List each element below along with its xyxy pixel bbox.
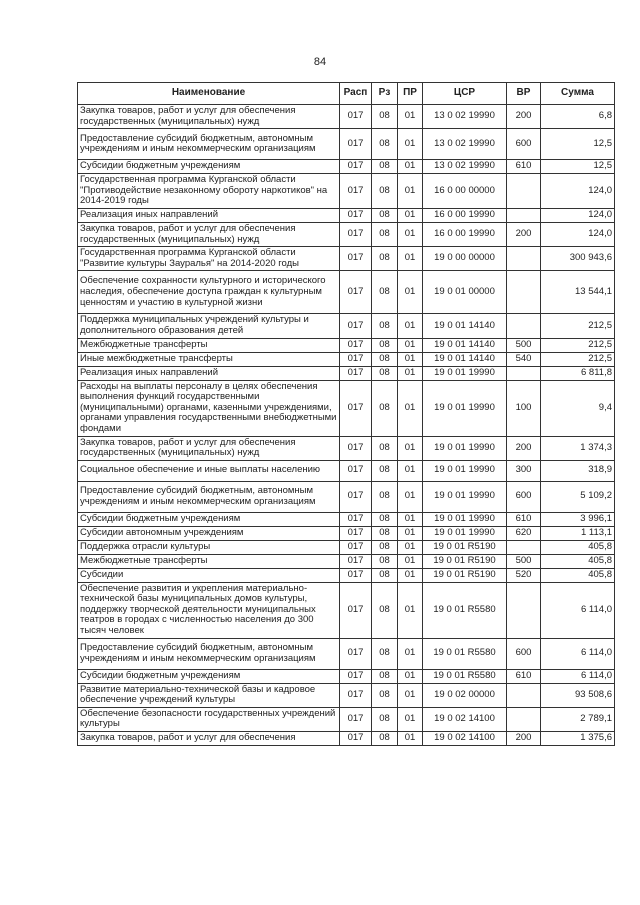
table-row xyxy=(78,460,615,481)
cell-pr: 01 xyxy=(398,460,423,481)
table-row xyxy=(78,160,615,174)
cell-pr: 01 xyxy=(398,512,423,526)
cell-name: Социальное обеспечение и иные выплаты населению xyxy=(78,460,340,481)
cell-sum: 405,8 xyxy=(541,568,615,582)
cell-csr: 19 0 01 R5190 xyxy=(423,540,507,554)
cell-name: Государственная программа Курганской области "Развитие культуры Зауралья" на 2014-2020 годы xyxy=(78,247,340,271)
cell-sum: 6,8 xyxy=(541,105,615,129)
cell-rz: 08 xyxy=(372,247,398,271)
cell-pr: 01 xyxy=(398,174,423,209)
cell-rz: 08 xyxy=(372,129,398,160)
table-row xyxy=(78,683,615,707)
cell-pr: 01 xyxy=(398,568,423,582)
table-row xyxy=(78,540,615,554)
cell-rz: 08 xyxy=(372,554,398,568)
cell-vr: 600 xyxy=(507,638,541,669)
table-row xyxy=(78,271,615,314)
cell-pr: 01 xyxy=(398,160,423,174)
table-row xyxy=(78,554,615,568)
cell-csr: 16 0 00 19990 xyxy=(423,208,507,222)
table-row xyxy=(78,669,615,683)
cell-sum: 6 114,0 xyxy=(541,638,615,669)
cell-name: Реализация иных направлений xyxy=(78,366,340,380)
cell-rz: 08 xyxy=(372,526,398,540)
cell-sum: 405,8 xyxy=(541,554,615,568)
cell-rasp: 017 xyxy=(340,568,372,582)
cell-rasp: 017 xyxy=(340,436,372,460)
cell-name: Обеспечение сохранности культурного и исторического наследия, обеспечение доступа граждан к культурным ценностям и участию в культурной жизни xyxy=(78,271,340,314)
cell-vr: 500 xyxy=(507,554,541,568)
table-row xyxy=(78,208,615,222)
cell-csr: 19 0 01 19990 xyxy=(423,366,507,380)
cell-vr xyxy=(507,582,541,638)
cell-csr: 19 0 01 14140 xyxy=(423,338,507,352)
cell-vr xyxy=(507,707,541,731)
cell-csr: 19 0 01 19990 xyxy=(423,436,507,460)
cell-name: Развитие материально-технической базы и кадровое обеспечение учреждений культуры xyxy=(78,683,340,707)
cell-name: Поддержка муниципальных учреждений культуры и дополнительного образования детей xyxy=(78,314,340,338)
cell-sum: 405,8 xyxy=(541,540,615,554)
cell-rz: 08 xyxy=(372,338,398,352)
cell-rz: 08 xyxy=(372,314,398,338)
cell-name: Расходы на выплаты персоналу в целях обеспечения выполнения функций государственными (муниципальными) органами, казенными учреждениями, органами управления государственными внебюджетными фондами xyxy=(78,380,340,436)
cell-rz: 08 xyxy=(372,460,398,481)
cell-rz: 08 xyxy=(372,638,398,669)
cell-csr: 19 0 01 R5190 xyxy=(423,554,507,568)
cell-sum: 1 374,3 xyxy=(541,436,615,460)
cell-rasp: 017 xyxy=(340,380,372,436)
cell-vr: 610 xyxy=(507,512,541,526)
cell-csr: 13 0 02 19990 xyxy=(423,160,507,174)
table-row xyxy=(78,338,615,352)
page-number: 84 xyxy=(313,56,327,68)
cell-rasp: 017 xyxy=(340,208,372,222)
column-header-sum: Сумма xyxy=(541,83,615,105)
table-row xyxy=(78,582,615,638)
cell-name: Обеспечение развития и укрепления материально-технической базы муниципальных домов культуры, поддержку творческой деятельности муниципальных театров в городах с численностью населения до 300 тысяч человек xyxy=(78,582,340,638)
cell-csr: 13 0 02 19990 xyxy=(423,105,507,129)
table-header-row xyxy=(78,83,615,105)
budget-table xyxy=(77,82,615,746)
cell-name: Реализация иных направлений xyxy=(78,208,340,222)
cell-name: Поддержка отрасли культуры xyxy=(78,540,340,554)
column-header-pr: ПР xyxy=(398,83,423,105)
cell-pr: 01 xyxy=(398,247,423,271)
cell-csr: 13 0 02 19990 xyxy=(423,129,507,160)
cell-rz: 08 xyxy=(372,160,398,174)
cell-csr: 19 0 01 R5580 xyxy=(423,582,507,638)
cell-rasp: 017 xyxy=(340,129,372,160)
cell-rasp: 017 xyxy=(340,174,372,209)
cell-name: Закупка товаров, работ и услуг для обеспечения xyxy=(78,732,340,746)
cell-pr: 01 xyxy=(398,683,423,707)
cell-name: Субсидии xyxy=(78,568,340,582)
table-row xyxy=(78,638,615,669)
cell-vr xyxy=(507,683,541,707)
cell-rasp: 017 xyxy=(340,582,372,638)
cell-csr: 19 0 01 R5580 xyxy=(423,669,507,683)
cell-vr: 300 xyxy=(507,460,541,481)
cell-csr: 19 0 01 R5580 xyxy=(423,638,507,669)
table-body xyxy=(78,105,615,746)
cell-sum: 93 508,6 xyxy=(541,683,615,707)
table-row xyxy=(78,366,615,380)
cell-name: Предоставление субсидий бюджетным, автономным учреждениям и иным некоммерческим организациям xyxy=(78,481,340,512)
cell-name: Субсидии бюджетным учреждениям xyxy=(78,512,340,526)
table-row xyxy=(78,568,615,582)
table-row xyxy=(78,380,615,436)
cell-rasp: 017 xyxy=(340,669,372,683)
cell-rasp: 017 xyxy=(340,460,372,481)
cell-sum: 12,5 xyxy=(541,129,615,160)
cell-pr: 01 xyxy=(398,582,423,638)
cell-sum: 212,5 xyxy=(541,338,615,352)
cell-vr xyxy=(507,314,541,338)
cell-sum: 6 114,0 xyxy=(541,582,615,638)
cell-rasp: 017 xyxy=(340,338,372,352)
cell-vr: 520 xyxy=(507,568,541,582)
cell-sum: 6 114,0 xyxy=(541,669,615,683)
cell-rz: 08 xyxy=(372,352,398,366)
cell-pr: 01 xyxy=(398,352,423,366)
cell-sum: 6 811,8 xyxy=(541,366,615,380)
cell-rasp: 017 xyxy=(340,105,372,129)
cell-csr: 19 0 01 19990 xyxy=(423,512,507,526)
cell-name: Предоставление субсидий бюджетным, автономным учреждениям и иным некоммерческим организациям xyxy=(78,129,340,160)
table-row xyxy=(78,707,615,731)
table-row xyxy=(78,526,615,540)
cell-vr: 600 xyxy=(507,481,541,512)
cell-pr: 01 xyxy=(398,638,423,669)
cell-csr: 19 0 01 R5190 xyxy=(423,568,507,582)
cell-rasp: 017 xyxy=(340,314,372,338)
cell-rz: 08 xyxy=(372,271,398,314)
cell-name: Закупка товаров, работ и услуг для обеспечения государственных (муниципальных) нужд xyxy=(78,105,340,129)
cell-csr: 19 0 01 19990 xyxy=(423,380,507,436)
cell-pr: 01 xyxy=(398,271,423,314)
table-row xyxy=(78,222,615,246)
cell-sum: 12,5 xyxy=(541,160,615,174)
cell-rz: 08 xyxy=(372,669,398,683)
cell-rz: 08 xyxy=(372,174,398,209)
cell-name: Обеспечение безопасности государственных учреждений культуры xyxy=(78,707,340,731)
cell-rasp: 017 xyxy=(340,707,372,731)
cell-name: Межбюджетные трансферты xyxy=(78,338,340,352)
cell-name: Предоставление субсидий бюджетным, автономным учреждениям и иным некоммерческим организациям xyxy=(78,638,340,669)
cell-rz: 08 xyxy=(372,732,398,746)
column-header-vr: ВР xyxy=(507,83,541,105)
cell-csr: 19 0 01 00000 xyxy=(423,271,507,314)
table-row xyxy=(78,314,615,338)
table-row xyxy=(78,174,615,209)
cell-pr: 01 xyxy=(398,540,423,554)
cell-pr: 01 xyxy=(398,338,423,352)
cell-rz: 08 xyxy=(372,568,398,582)
cell-pr: 01 xyxy=(398,436,423,460)
cell-rasp: 017 xyxy=(340,526,372,540)
cell-csr: 19 0 02 14100 xyxy=(423,707,507,731)
cell-rz: 08 xyxy=(372,436,398,460)
cell-csr: 19 0 02 14100 xyxy=(423,732,507,746)
cell-sum: 13 544,1 xyxy=(541,271,615,314)
cell-sum: 2 789,1 xyxy=(541,707,615,731)
cell-rz: 08 xyxy=(372,540,398,554)
cell-rz: 08 xyxy=(372,380,398,436)
cell-csr: 16 0 00 00000 xyxy=(423,174,507,209)
table-row xyxy=(78,129,615,160)
column-header-csr: ЦСР xyxy=(423,83,507,105)
cell-sum: 124,0 xyxy=(541,208,615,222)
cell-rasp: 017 xyxy=(340,683,372,707)
cell-sum: 5 109,2 xyxy=(541,481,615,512)
cell-pr: 01 xyxy=(398,526,423,540)
cell-csr: 19 0 02 00000 xyxy=(423,683,507,707)
cell-name: Межбюджетные трансферты xyxy=(78,554,340,568)
cell-pr: 01 xyxy=(398,554,423,568)
cell-vr: 200 xyxy=(507,732,541,746)
cell-vr: 200 xyxy=(507,222,541,246)
cell-name: Субсидии бюджетным учреждениям xyxy=(78,669,340,683)
cell-sum: 124,0 xyxy=(541,222,615,246)
cell-csr: 19 0 01 19990 xyxy=(423,526,507,540)
cell-rasp: 017 xyxy=(340,222,372,246)
cell-name: Закупка товаров, работ и услуг для обеспечения государственных (муниципальных) нужд xyxy=(78,222,340,246)
cell-rasp: 017 xyxy=(340,554,372,568)
cell-vr: 100 xyxy=(507,380,541,436)
table-row xyxy=(78,105,615,129)
cell-pr: 01 xyxy=(398,314,423,338)
cell-pr: 01 xyxy=(398,105,423,129)
table-row xyxy=(78,436,615,460)
cell-pr: 01 xyxy=(398,669,423,683)
cell-rz: 08 xyxy=(372,512,398,526)
cell-rasp: 017 xyxy=(340,366,372,380)
cell-csr: 19 0 01 14140 xyxy=(423,352,507,366)
cell-pr: 01 xyxy=(398,366,423,380)
cell-vr: 610 xyxy=(507,669,541,683)
cell-rz: 08 xyxy=(372,208,398,222)
cell-vr: 600 xyxy=(507,129,541,160)
cell-sum: 300 943,6 xyxy=(541,247,615,271)
cell-sum: 318,9 xyxy=(541,460,615,481)
column-header-name: Наименование xyxy=(78,83,340,105)
cell-sum: 212,5 xyxy=(541,314,615,338)
cell-rasp: 017 xyxy=(340,540,372,554)
cell-rasp: 017 xyxy=(340,732,372,746)
cell-sum: 9,4 xyxy=(541,380,615,436)
table-row xyxy=(78,481,615,512)
cell-pr: 01 xyxy=(398,222,423,246)
cell-pr: 01 xyxy=(398,208,423,222)
cell-sum: 1 113,1 xyxy=(541,526,615,540)
cell-pr: 01 xyxy=(398,129,423,160)
cell-name: Государственная программа Курганской области "Противодействие незаконному обороту наркотиков" на 2014-2019 годы xyxy=(78,174,340,209)
cell-rz: 08 xyxy=(372,707,398,731)
column-header-rz: Рз xyxy=(372,83,398,105)
cell-rasp: 017 xyxy=(340,638,372,669)
cell-rz: 08 xyxy=(372,222,398,246)
cell-rasp: 017 xyxy=(340,352,372,366)
table-row xyxy=(78,352,615,366)
cell-vr: 540 xyxy=(507,352,541,366)
cell-sum: 212,5 xyxy=(541,352,615,366)
cell-vr: 500 xyxy=(507,338,541,352)
cell-vr xyxy=(507,366,541,380)
cell-name: Закупка товаров, работ и услуг для обеспечения государственных (муниципальных) нужд xyxy=(78,436,340,460)
cell-pr: 01 xyxy=(398,707,423,731)
cell-pr: 01 xyxy=(398,380,423,436)
cell-vr xyxy=(507,174,541,209)
cell-csr: 16 0 00 19990 xyxy=(423,222,507,246)
cell-csr: 19 0 00 00000 xyxy=(423,247,507,271)
cell-csr: 19 0 01 14140 xyxy=(423,314,507,338)
cell-sum: 3 996,1 xyxy=(541,512,615,526)
cell-rasp: 017 xyxy=(340,271,372,314)
cell-rz: 08 xyxy=(372,582,398,638)
cell-vr: 610 xyxy=(507,160,541,174)
cell-vr xyxy=(507,540,541,554)
cell-sum: 124,0 xyxy=(541,174,615,209)
cell-csr: 19 0 01 19990 xyxy=(423,460,507,481)
cell-pr: 01 xyxy=(398,481,423,512)
table-row xyxy=(78,247,615,271)
cell-vr xyxy=(507,247,541,271)
table-row xyxy=(78,732,615,746)
cell-rasp: 017 xyxy=(340,160,372,174)
cell-vr: 200 xyxy=(507,436,541,460)
cell-rz: 08 xyxy=(372,366,398,380)
cell-rasp: 017 xyxy=(340,247,372,271)
cell-vr: 620 xyxy=(507,526,541,540)
cell-csr: 19 0 01 19990 xyxy=(423,481,507,512)
cell-rz: 08 xyxy=(372,481,398,512)
cell-sum: 1 375,6 xyxy=(541,732,615,746)
table-row xyxy=(78,512,615,526)
column-header-rasp: Расп xyxy=(340,83,372,105)
cell-rz: 08 xyxy=(372,683,398,707)
cell-name: Иные межбюджетные трансферты xyxy=(78,352,340,366)
cell-vr: 200 xyxy=(507,105,541,129)
cell-rasp: 017 xyxy=(340,512,372,526)
cell-name: Субсидии бюджетным учреждениям xyxy=(78,160,340,174)
cell-rasp: 017 xyxy=(340,481,372,512)
cell-vr xyxy=(507,208,541,222)
cell-name: Субсидии автономным учреждениям xyxy=(78,526,340,540)
cell-vr xyxy=(507,271,541,314)
cell-pr: 01 xyxy=(398,732,423,746)
cell-rz: 08 xyxy=(372,105,398,129)
